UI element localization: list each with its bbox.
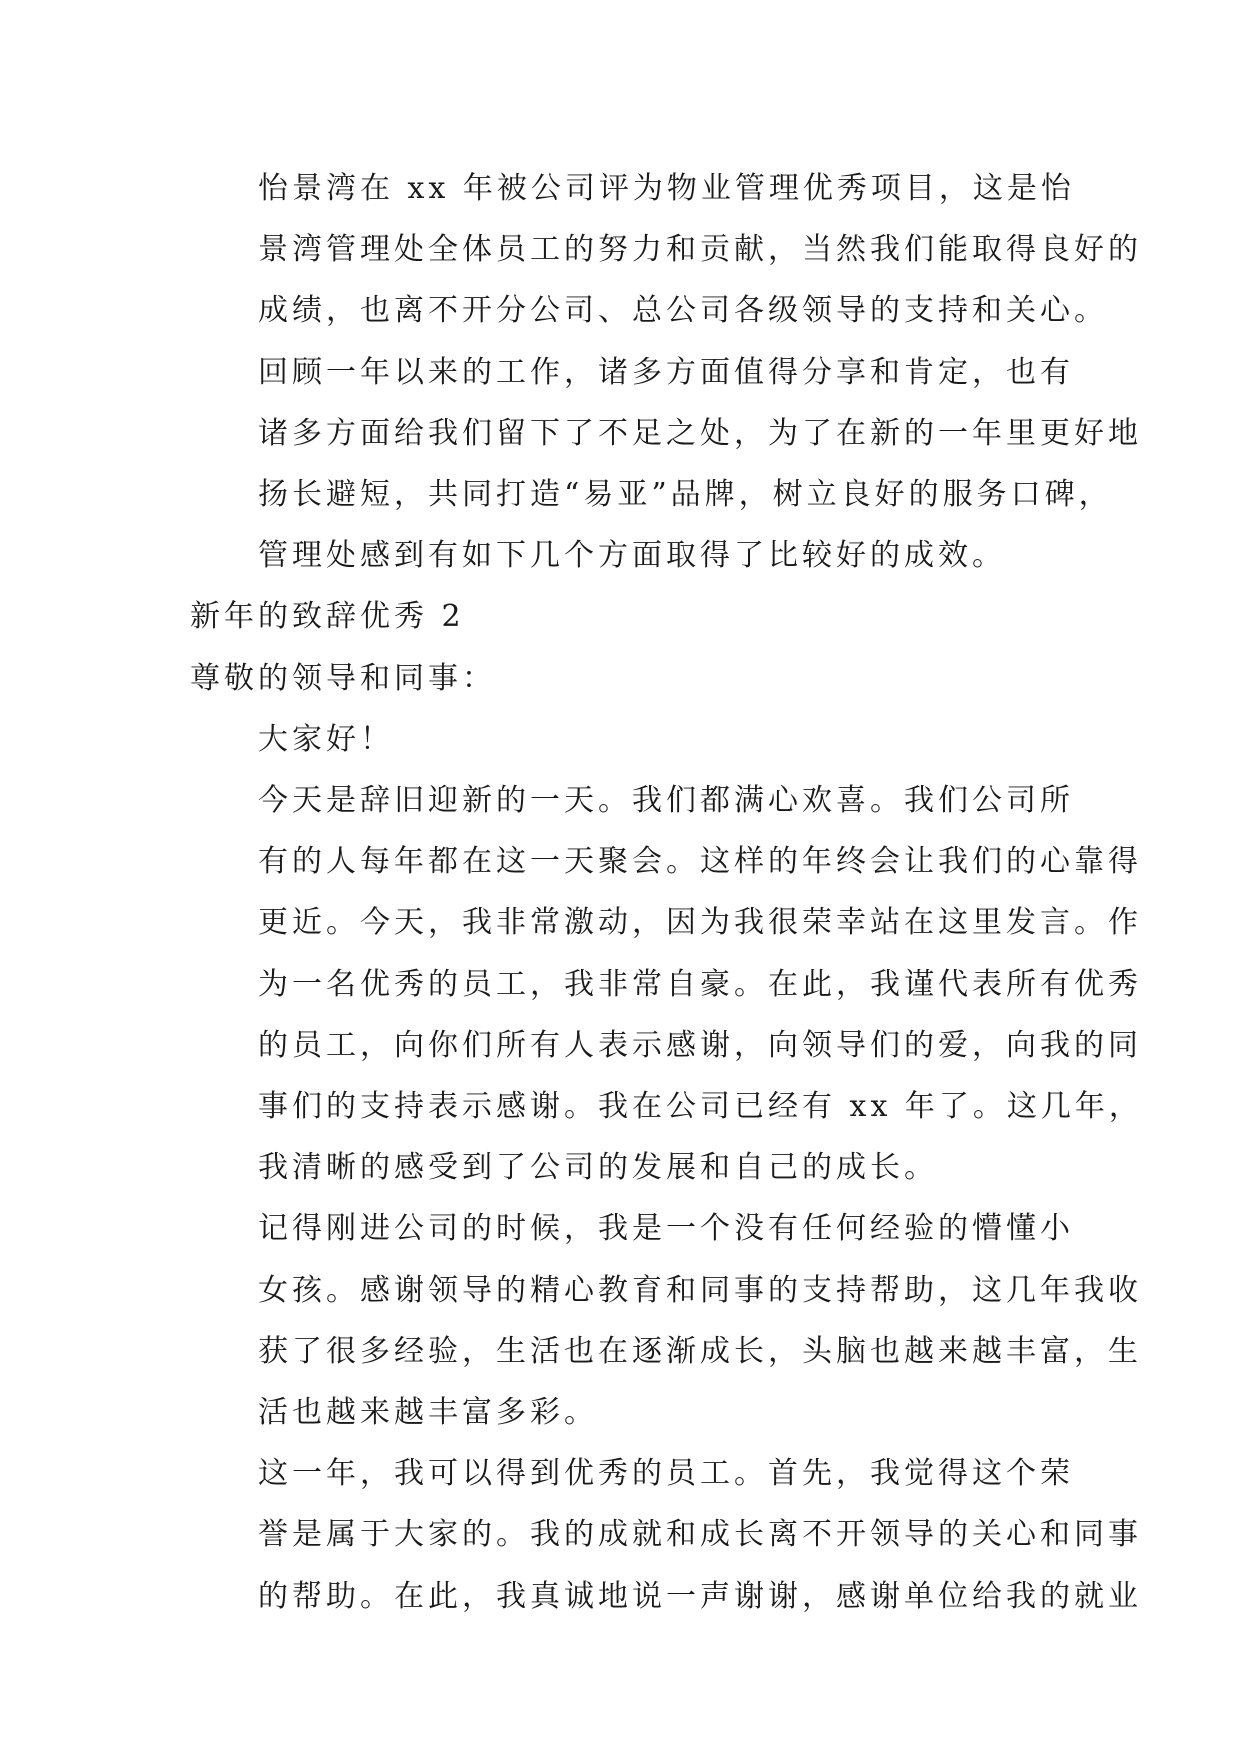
text-line: 这一年，我可以得到优秀的员工。首先，我觉得这个荣 <box>258 1456 1074 1492</box>
text-line: 怡景湾在 xx 年被公司评为物业管理优秀项目，这是怡 <box>258 171 1075 206</box>
document-body <box>190 158 1143 1627</box>
paragraph <box>190 1198 1142 1443</box>
text-line: 尊敬的领导和同事： <box>190 660 496 696</box>
paragraph <box>190 770 1143 1198</box>
text-line: 女孩。感谢领导的精心教育和同事的支持帮助，这几年我收 <box>258 1272 1142 1308</box>
text-line: 诸多方面给我们留下了不足之处，为了在新的一年里更好地 <box>258 415 1142 451</box>
text-line: 管理处感到有如下几个方面取得了比较好的成效。 <box>258 538 1006 574</box>
paragraph <box>190 586 1050 647</box>
text-line: 活也越来越丰富多彩。 <box>258 1395 598 1431</box>
text-line: 为一名优秀的员工，我非常自豪。在此，我谨代表所有优秀 <box>258 966 1142 1002</box>
text-line: 誉是属于大家的。我的成就和成长离不开领导的关心和同事 <box>258 1517 1142 1553</box>
text-line: 获了很多经验，生活也在逐渐成长，头脑也越来越丰富，生 <box>258 1333 1142 1369</box>
text-line: 扬长避短，共同打造“易亚”品牌，树立良好的服务口碑， <box>258 477 1113 513</box>
text-line: 我清晰的感受到了公司的发展和自己的成长。 <box>258 1150 938 1186</box>
text-line: 的员工，向你们所有人表示感谢，向领导们的爱，向我的同 <box>258 1027 1142 1063</box>
paragraph <box>190 158 1142 342</box>
text-line: 今天是辞旧迎新的一天。我们都满心欢喜。我们公司所 <box>258 783 1074 819</box>
text-line: 景湾管理处全体员工的努力和贡献，当然我们能取得良好的 <box>258 232 1142 268</box>
text-line: 成绩，也离不开分公司、总公司各级领导的支持和关心。 <box>258 293 1108 329</box>
text-line: 有的人每年都在这一天聚会。这样的年终会让我们的心靠得 <box>258 844 1142 880</box>
text-line: 回顾一年以来的工作，诸多方面值得分享和肯定，也有 <box>258 354 1074 390</box>
paragraph <box>190 709 1050 770</box>
text-line: 的帮助。在此，我真诚地说一声谢谢，感谢单位给我的就业 <box>258 1578 1142 1614</box>
text-line: 事们的支持表示感谢。我在公司已经有 xx 年了。这几年， <box>258 1089 1143 1125</box>
paragraph <box>190 342 1142 587</box>
paragraph <box>190 648 1050 709</box>
text-line: 更近。今天，我非常激动，因为我很荣幸站在这里发言。作 <box>258 905 1142 941</box>
text-line: 大家好！ <box>258 721 394 757</box>
text-line: 新年的致辞优秀 2 <box>190 599 465 635</box>
text-line: 记得刚进公司的时候，我是一个没有任何经验的懵懂小 <box>258 1211 1074 1247</box>
paragraph <box>190 1443 1142 1627</box>
